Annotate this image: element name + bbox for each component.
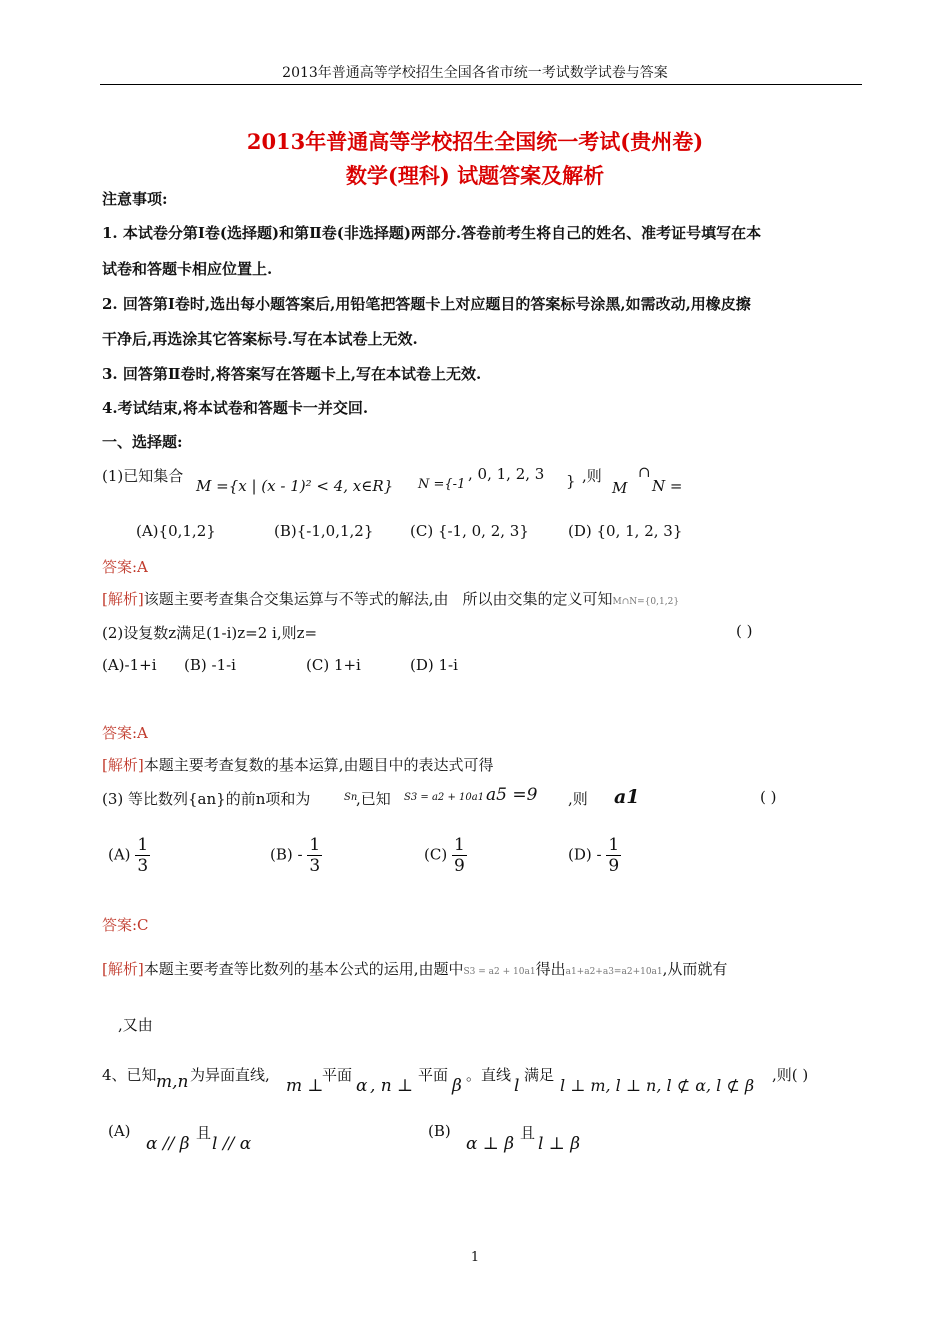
q4-m-perp: m ⊥ [286,1076,324,1096]
page-number: 1 [470,1250,480,1265]
notice-item-2: 2. 回答第Ⅰ卷时,选出每小题答案后,用铅笔把答题卡上对应题目的答案标号涂黑,如需改动,用橡皮擦 [102,295,751,313]
q1-explain-text-2: 所以由交集的定义可知 [462,590,613,608]
q2-option-d: (D) 1-i [410,656,458,674]
q3-option-b-sign: - [297,845,303,864]
q1-explain-formula: M∩N={0,1,2} [612,597,680,607]
q1-cap: ∩ [638,463,651,481]
q3-a5: a5 =9 [486,785,538,805]
q3-option-a [108,835,150,876]
q3-c-den: 9 [453,856,465,876]
q3-option-d-label: (D) [568,845,592,864]
q3-answer: 答案:C [102,916,149,934]
q3-d-den: 9 [608,856,620,876]
q3-option-b-fraction [307,835,322,876]
q3-option-b-label: (B) [270,845,293,864]
document-title: 2013年普通高等学校招生全国统一考试(贵州卷) [246,129,704,154]
q1-option-b: (B){-1,0,1,2} [274,522,374,540]
notice-item-1-cont: 试卷和答题卡相应位置上. [102,260,273,278]
q3-explain-text: 本题主要考查等比数列的基本公式的运用,由题中 [143,960,464,978]
header-rule [100,84,862,85]
q2-answer: 答案:A [102,724,148,742]
q1-option-a: (A){0,1,2} [136,522,216,540]
notice-heading: 注意事项: [102,190,168,208]
q1-answer: 答案:A [102,558,148,576]
q3-option-c [424,835,467,876]
q3-option-d [568,835,621,876]
q3-explain-formula: S3 = a2 + 10a1 [463,967,536,977]
q3-explanation [102,958,727,979]
q2-answer-paren: ( ) [736,622,753,640]
q1-set-n: N ={-1 [418,477,466,492]
q3-a-num: 1 [137,835,149,855]
q4-option-b-math-2: l ⊥ β [538,1134,581,1154]
q4-option-a-qie: 且 [196,1124,212,1142]
q4-plane-1: 平面 [322,1066,353,1084]
q3-option-c-fraction [452,835,467,876]
q2-explain-tag: [解析] [102,756,144,774]
q4-conditions: l ⊥ m, l ⊥ n, l ⊄ α, l ⊄ β [560,1076,755,1095]
q4-option-b-qie: 且 [520,1124,536,1142]
q4-plane-2: 平面 [418,1066,449,1084]
q3-d-num: 1 [608,835,620,855]
q2-stem: (2)设复数z满足(1-i)z=2 i,则z= [102,624,318,642]
q4-option-a-math-2: l // α [212,1134,252,1154]
q3-sn: Sn [344,792,358,803]
q1-then: ,则 [582,467,602,485]
q1-explanation [102,588,679,609]
q1-set-m: M ={x | (x - 1)² < 4, x∈R} [196,477,394,495]
notice-item-4: 4.考试结束,将本试卷和答题卡一并交回. [102,399,369,417]
q3-a-den: 3 [137,856,149,876]
q3-c-num: 1 [453,835,465,855]
q4-n-perp: , n ⊥ [370,1076,414,1096]
q3-option-b [270,835,322,876]
q1-option-c: (C) {-1, 0, 2, 3} [410,522,529,540]
q4-text-3: 满足 [524,1066,555,1084]
q3-explain-text-3: ,从而就有 [662,960,728,978]
q2-explain-text: 本题主要考查复数的基本运算,由题目中的表达式可得 [143,756,494,774]
q3-stem: (3) 等比数列{an}的前n项和为 [102,790,311,808]
q3-b-num: 1 [309,835,321,855]
q1-stem: (1)已知集合 [102,467,184,485]
q2-option-b: (B) -1-i [184,656,236,674]
q2-option-a: (A)-1+i [102,656,157,674]
q4-option-a-label: (A) [108,1122,131,1140]
document-subtitle: 数学(理科) 试题答案及解析 [345,163,605,188]
q3-explanation-cont: ,又由 [118,1016,153,1034]
q4-option-b-label: (B) [428,1122,451,1140]
q4-alpha: α [356,1076,368,1096]
q2-option-c: (C) 1+i [306,656,361,674]
q3-formula: S3 = a2 + 10a1 [404,792,485,803]
q4-text-2: 。直线 [466,1066,512,1084]
q3-then: ,则 [568,790,588,808]
q4-mn: m,n [156,1072,189,1092]
q3-explain-text-2: 得出 [535,960,566,978]
q4-text-4: ,则( ) [772,1066,809,1084]
q3-option-c-label: (C) [424,845,448,864]
q4-l: l [514,1076,520,1096]
q3-b-den: 3 [309,856,321,876]
q3-known: ,已知 [356,790,391,808]
q1-m: M [612,479,628,497]
q3-option-a-label: (A) [108,845,131,864]
q2-explanation [102,754,494,775]
q4-option-b-math: α ⊥ β [466,1134,515,1154]
q3-explain-formula-2: a1+a2+a3=a2+10a1 [565,967,663,977]
notice-item-3: 3. 回答第Ⅱ卷时,将答案写在答题卡上,写在本试卷上无效. [102,365,482,383]
notice-item-2-cont: 干净后,再选涂其它答案标号.写在本试卷上无效. [102,330,418,348]
section-heading-choice: 一、选择题: [102,433,183,451]
q3-answer-paren: ( ) [760,788,777,806]
q1-set-n-close: } [566,472,576,490]
q4-text-1: 为异面直线, [190,1066,270,1084]
q1-option-d: (D) {0, 1, 2, 3} [568,522,683,540]
q4-option-a-math: α // β [146,1134,190,1154]
notice-item-1: 1. 本试卷分第Ⅰ卷(选择题)和第Ⅱ卷(非选择题)两部分.答卷前考生将自己的姓名、准考证号填写在本 [102,224,762,242]
q3-a1: a1 [614,786,640,808]
q3-option-d-fraction [606,835,621,876]
q1-set-n-elements: , 0, 1, 2, 3 [468,465,545,483]
q1-n-equals: N = [652,477,683,495]
q4-stem: 4、已知 [102,1066,157,1084]
q1-explain-text: 该题主要考查集合交集运算与不等式的解法,由 [143,590,449,608]
q3-option-a-fraction [135,835,150,876]
running-header: 2013年普通高等学校招生全国各省市统一考试数学试卷与答案 [282,65,668,81]
q1-explain-tag: [解析] [102,590,144,608]
q4-beta: β [452,1076,462,1096]
q3-option-d-sign: - [596,845,602,864]
q3-explain-tag: [解析] [102,960,144,978]
